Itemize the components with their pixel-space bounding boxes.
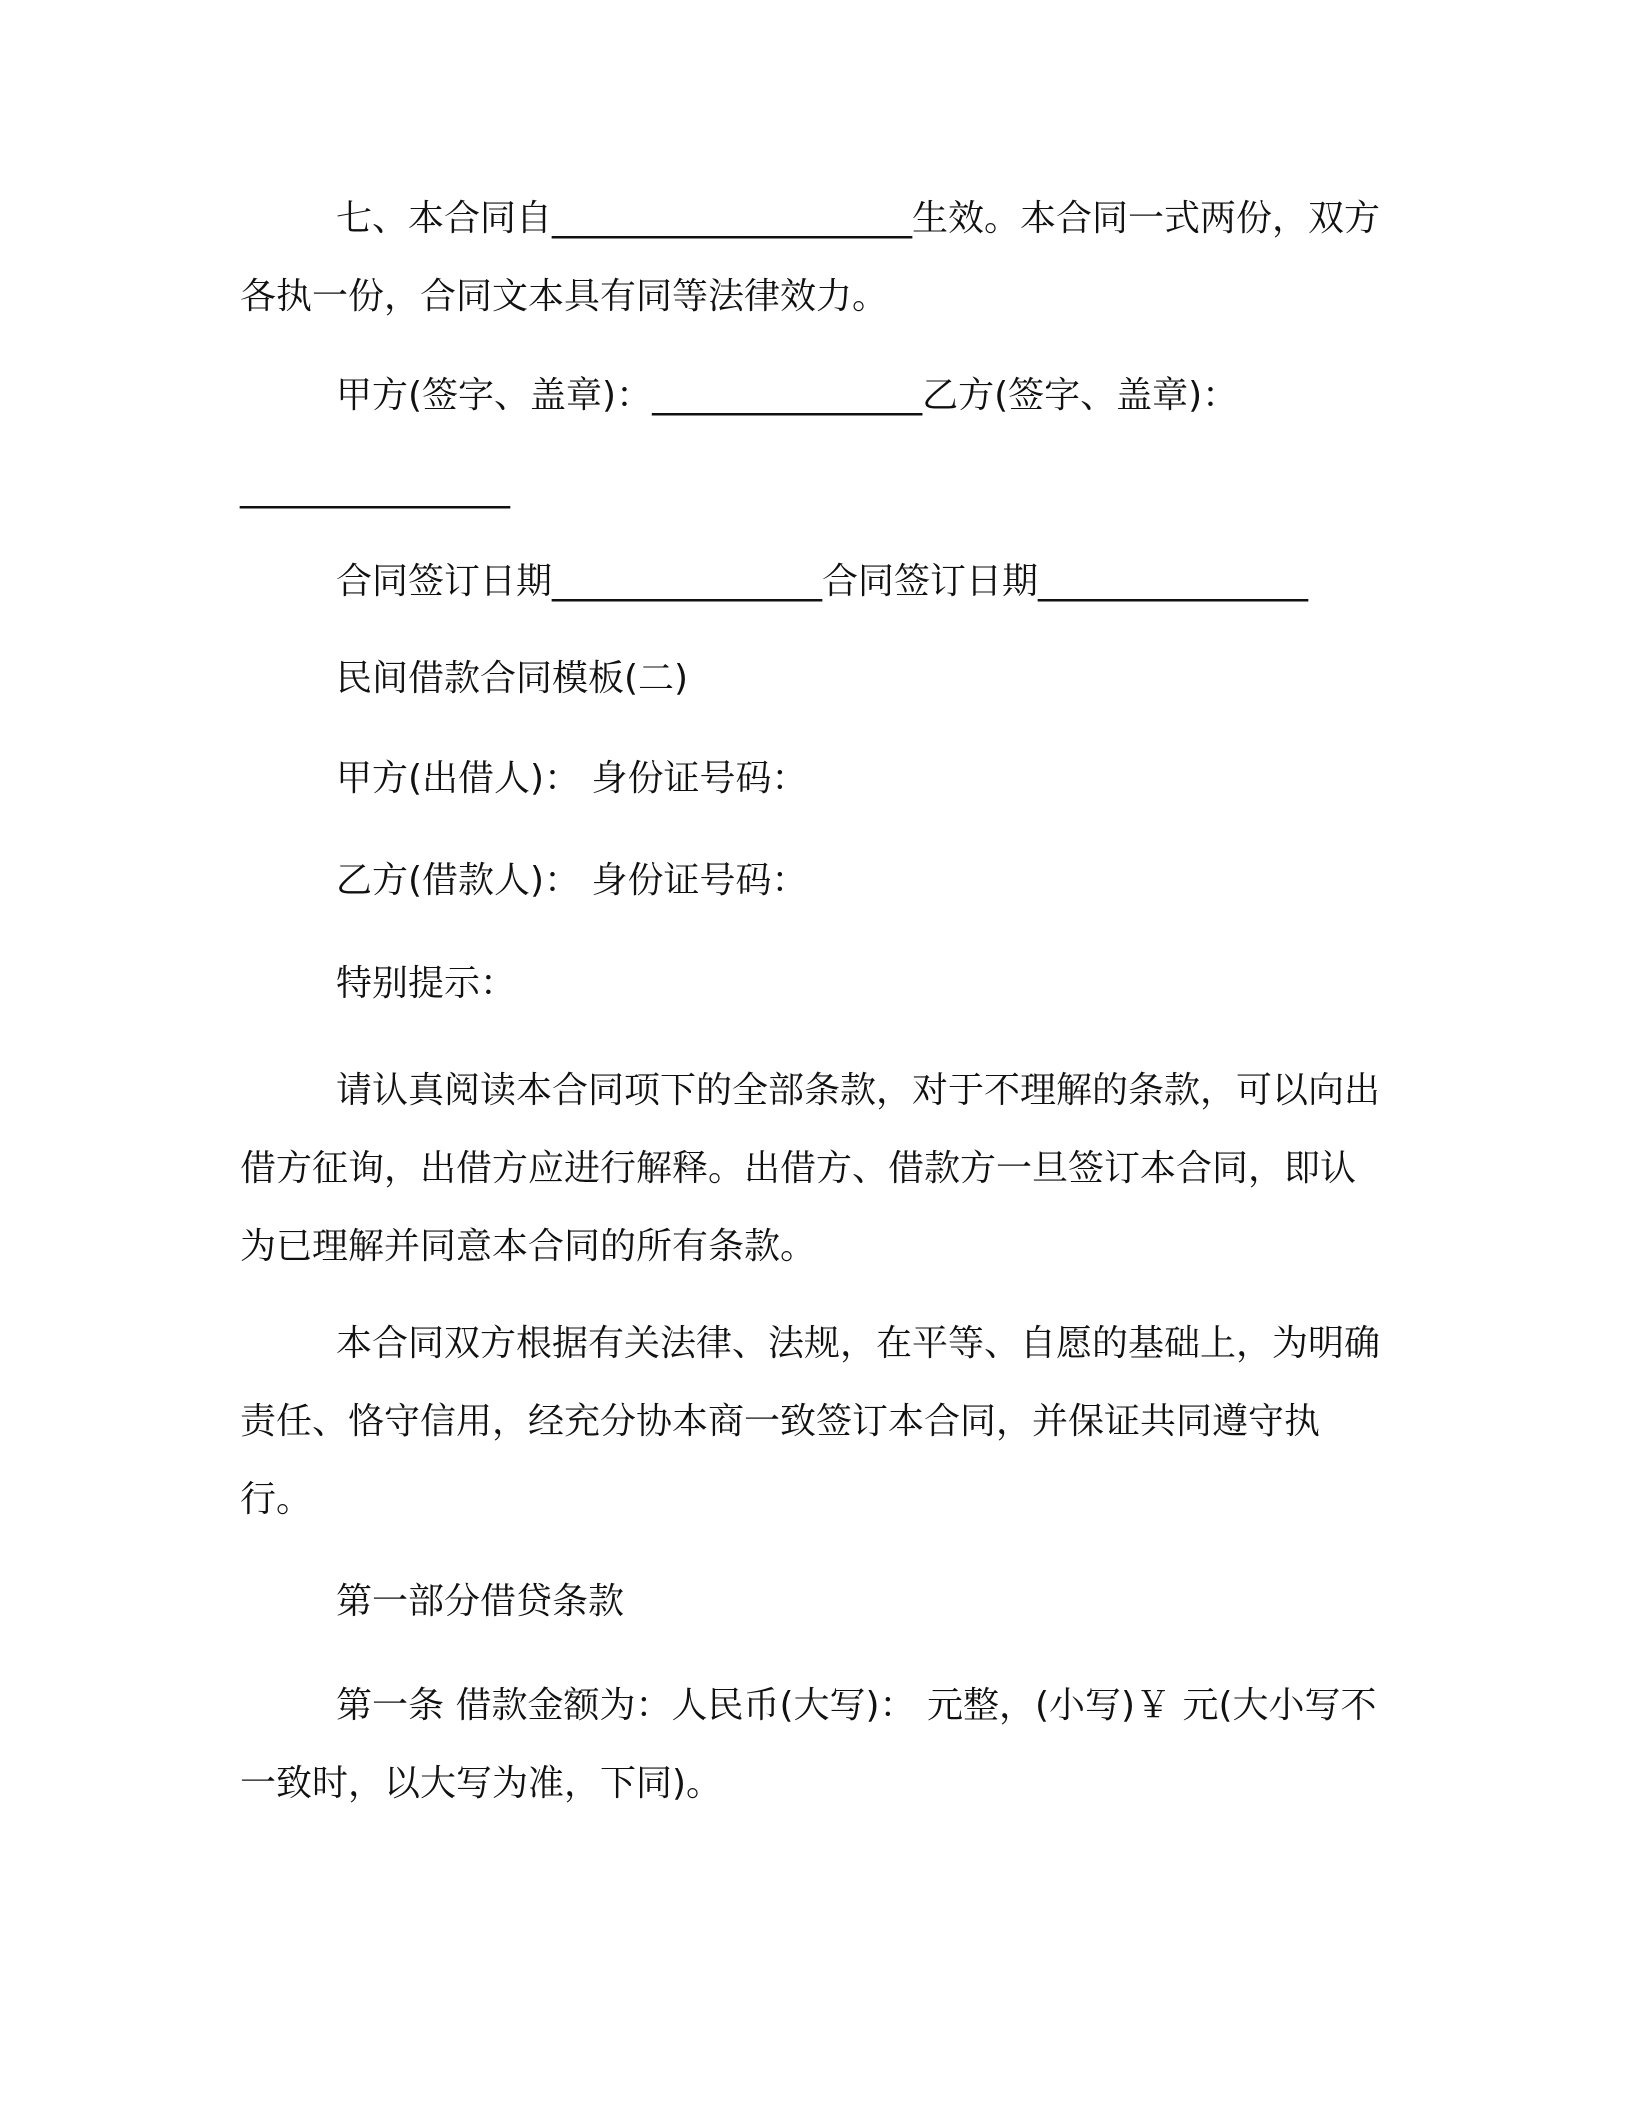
signing-date-line: 合同签订日期_______________合同签订日期_______________ bbox=[336, 561, 1309, 602]
lender-line: 甲方(出借人)： 身份证号码： bbox=[336, 758, 808, 799]
part-one-heading: 第一部分借贷条款 bbox=[336, 1581, 625, 1622]
article-one-paragraph: 第一条 借款金额为：人民币(大写)： 元整，(小写)￥ 元(大小写不一致时，以大写为准，下同)。 bbox=[240, 1685, 1377, 1804]
preamble-paragraph: 本合同双方根据有关法律、法规，在平等、自愿的基础上，为明确责任、恪守信用，经充分协本商一致签订本合同，并保证共同遵守执行。 bbox=[240, 1323, 1381, 1520]
clause-seven-paragraph: 七、本合同自____________________生效。本合同一式两份，双方各执一份，合同文本具有同等法律效力。 bbox=[240, 198, 1381, 317]
special-notice-heading: 特别提示： bbox=[336, 963, 517, 1004]
signature-line: 甲方(签字、盖章)：_______________乙方(签字、盖章)： bbox=[336, 375, 1239, 416]
special-notice-paragraph: 请认真阅读本合同项下的全部条款，对于不理解的条款，可以向出借方征询，出借方应进行解释。出借方、借款方一旦签订本合同，即认为已理解并同意本合同的所有条款。 bbox=[240, 1070, 1381, 1267]
signature-line-continued: _______________ bbox=[240, 468, 510, 509]
template-title: 民间借款合同模板(二) bbox=[336, 658, 689, 699]
borrower-line: 乙方(借款人)： 身份证号码： bbox=[336, 860, 808, 901]
